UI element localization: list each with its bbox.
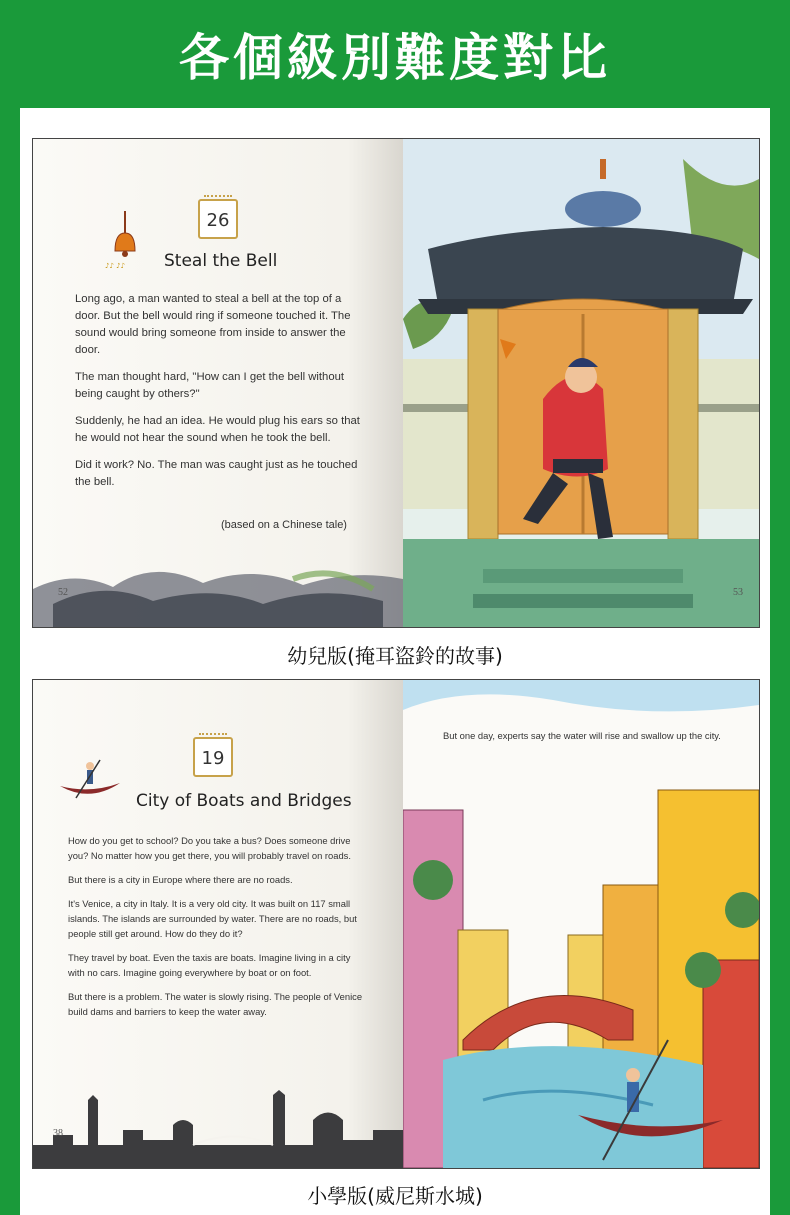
right-page-illustration	[403, 139, 759, 627]
bell-icon	[105, 211, 145, 271]
paragraph: How do you get to school? Do you take a bus? Does someone drive you? No matter how you get there, you will probably travel on roads.	[68, 835, 351, 861]
venice-skyline-decoration	[33, 1090, 403, 1168]
paragraph: Suddenly, he had an idea. He would plug his ears so that he would not hear the sound when he took the bell.	[75, 415, 360, 444]
caption-primary: 小學版(威尼斯水城)	[307, 1184, 483, 1208]
source-note: (based on a Chinese tale)	[221, 519, 347, 531]
bell-thief-illustration	[403, 139, 759, 627]
page-number-left: 38	[53, 1128, 63, 1139]
calendar-icon	[198, 199, 238, 239]
svg-text:♪♪ ♪♪: ♪♪ ♪♪	[105, 262, 126, 270]
story-title: City of Boats and Bridges	[136, 791, 352, 811]
story-text-continued: But one day, experts say the water will rise and swallow up the city.	[443, 730, 721, 741]
paragraph: But there is a city in Europe where there are no roads.	[68, 874, 293, 885]
caption-kindergarten: 幼兒版(掩耳盜鈴的故事)	[287, 644, 503, 668]
paragraph: The man thought hard, "How can I get the bell without being caught by others?"	[75, 371, 345, 400]
ink-wash-decoration	[33, 549, 403, 627]
story-text	[68, 833, 363, 1028]
page-number-right: 53	[733, 587, 743, 598]
right-page-illustration	[403, 680, 759, 1168]
page-title: 各個級別難度對比	[179, 29, 611, 87]
header-banner	[0, 0, 790, 108]
story-text	[75, 291, 365, 501]
story-number: 19	[201, 748, 225, 769]
story-title: Steal the Bell	[164, 251, 278, 271]
left-page	[33, 139, 403, 627]
paragraph: Did it work? No. The man was caught just as he touched the bell.	[75, 459, 358, 488]
page-number-left: 52	[58, 587, 68, 598]
book-spread-primary	[32, 679, 760, 1169]
gondola-icon	[58, 758, 123, 803]
paragraph: But there is a problem. The water is slowly rising. The people of Venice build dams and barriers to keep the water away.	[68, 991, 363, 1017]
paragraph: Long ago, a man wanted to steal a bell at the top of a door. But the bell would ring if someone touched it. The sound would bring someone from inside to answer the door.	[75, 293, 351, 356]
calendar-icon	[193, 737, 233, 777]
paragraph: It's Venice, a city in Italy. It is a very old city. It was built on 117 small islands. The islands are surrounded by water. There are no roads, but people still get around. How do they do it?	[68, 898, 357, 939]
venice-canal-illustration	[403, 680, 759, 1168]
story-number: 26	[206, 210, 230, 231]
paragraph: They travel by boat. Even the taxis are boats. Imagine living in a city with no cars. Imagine going everywhere by boat or on foot.	[68, 952, 351, 978]
book-spread-kindergarten	[32, 138, 760, 628]
left-page	[33, 680, 403, 1168]
